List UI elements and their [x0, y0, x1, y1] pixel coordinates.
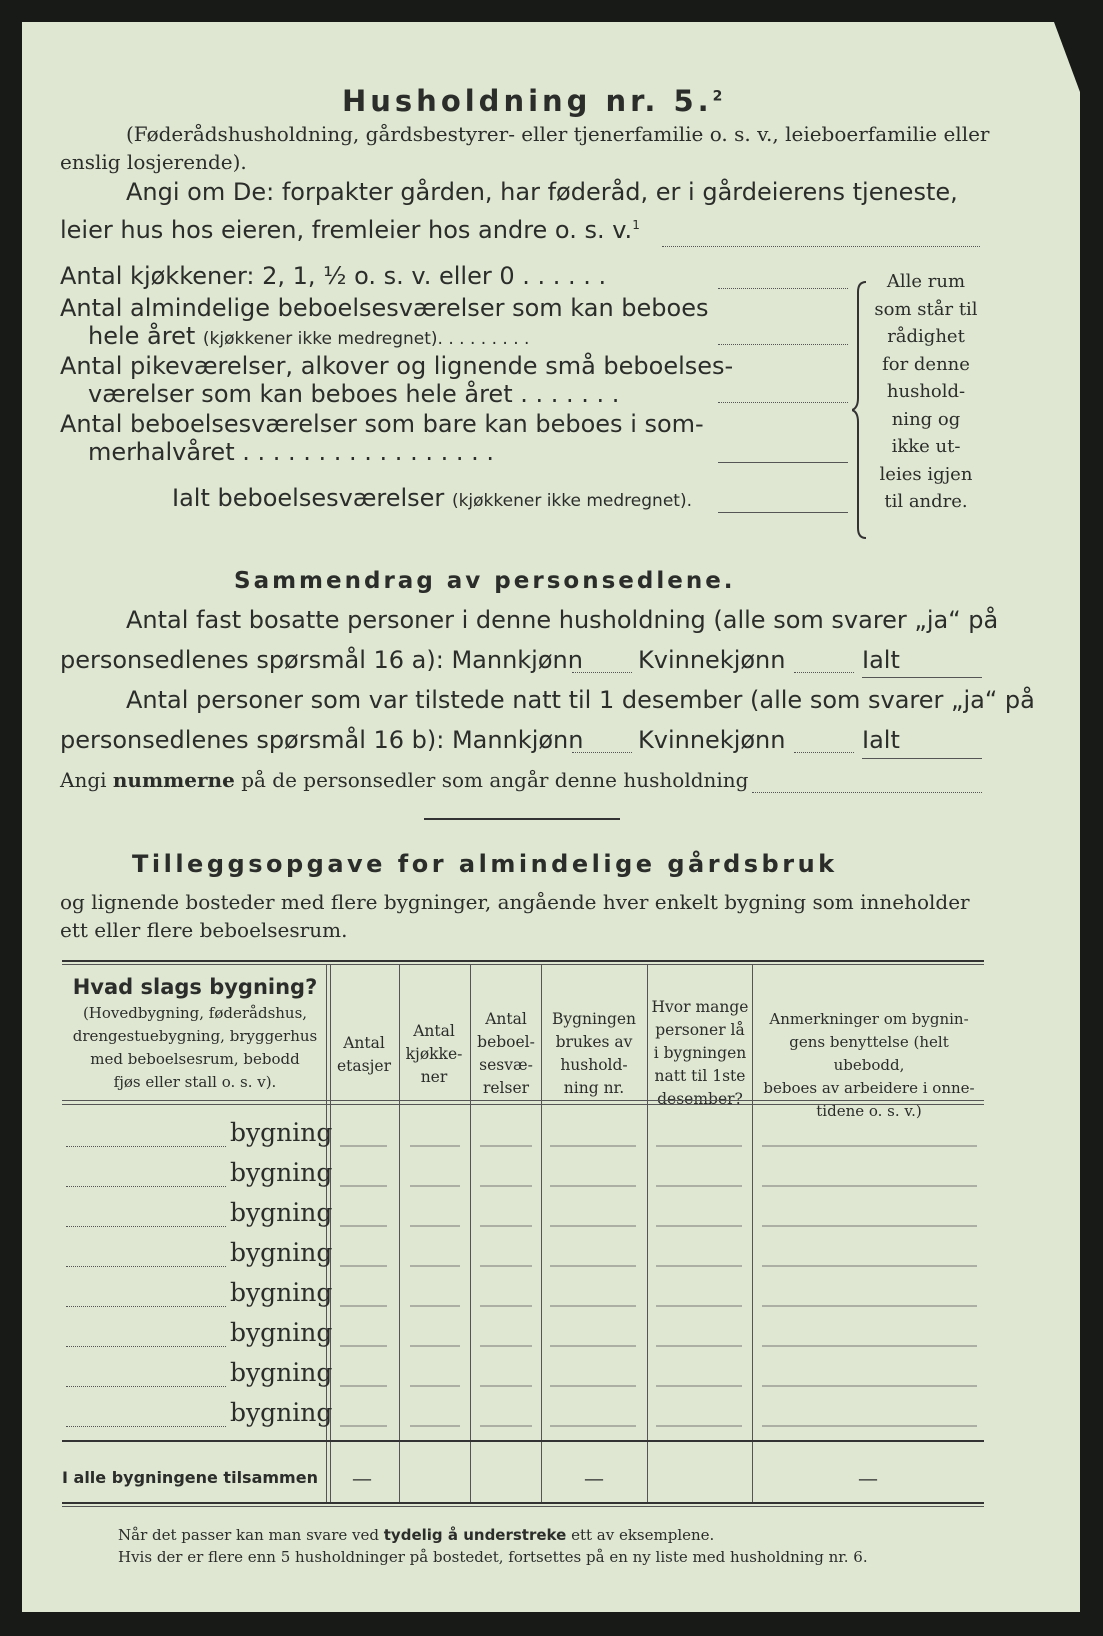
footer-note-1-bold: tydelig å understreke: [383, 1526, 567, 1544]
total-row-top-border: [62, 1440, 984, 1442]
col-kitchens-header-line: kjøkke-: [405, 1045, 463, 1063]
table-bottom-border-inner: [62, 1506, 984, 1507]
small-rooms-label-2: værelser som kan beboes hele året . . . . . . .: [88, 380, 620, 408]
supplement-desc-2: ett eller flere beboelsesrum.: [60, 918, 348, 942]
cell-rules: [22, 22, 1080, 1612]
supplement-desc-1: og lignende bosteder med flere bygninger, angående hver enkelt bygning som inneholder: [60, 890, 970, 914]
total-remarks-dash: —: [858, 1466, 878, 1490]
ordinary-rooms-note: (kjøkkener ikke medregnet). . . . . . . . .: [202, 329, 530, 349]
sheet-numbers-post: på de personsedler som angår denne husholdning: [241, 768, 749, 792]
sheet-numbers-pre: Angi: [60, 768, 107, 792]
side-note-line: rådighet: [887, 326, 965, 347]
summer-rooms-label-1: Antal beboelsesværelser som bare kan beboes i som-: [60, 410, 704, 438]
resident-total-label: Ialt: [862, 646, 900, 674]
footer-note-1-post: ett av eksemplene.: [571, 1526, 715, 1544]
side-note-line: Alle rum: [886, 271, 966, 292]
col-persons-header-line: personer lå: [655, 1021, 745, 1039]
side-note-line: hushold-: [886, 381, 966, 402]
resident-count-line2: personsedlenes spørsmål 16 a): Mannkjønn: [60, 646, 583, 674]
total-household-dash: —: [584, 1466, 604, 1490]
footer-note-1-pre: Når det passer kan man svare ved: [118, 1526, 379, 1544]
col-building-type-sub-line: drengestuebygning, bryggerhus: [72, 1027, 318, 1045]
household-types-line2: enslig losjerende).: [60, 150, 247, 174]
angi-question-line2-text: leier hus hos eieren, fremleier hos andre o. s. v.: [60, 216, 633, 244]
col-remarks-header-line: tidene o. s. v.): [816, 1102, 922, 1120]
summer-rooms-label-2: merhalvåret . . . . . . . . . . . . . . . . .: [88, 438, 494, 466]
resident-female-label: Kvinnekjønn: [638, 646, 786, 674]
form-title-text: Husholdning nr. 5.: [342, 84, 713, 118]
table-bottom-border: [62, 1502, 984, 1504]
total-floors-dash: —: [352, 1466, 372, 1490]
col-persons-header-line: Hvor mange: [651, 998, 749, 1016]
col-remarks-header-line: beboes av arbeidere i onne-: [763, 1079, 975, 1097]
building-row-label: bygning: [230, 1358, 333, 1387]
side-note-line: til andre.: [884, 491, 968, 512]
ordinary-rooms-year: hele året: [88, 322, 196, 350]
census-form-page: [22, 22, 1080, 1612]
col-building-type-sub-line: (Hovedbygning, føderådshus,: [82, 1004, 308, 1022]
household-types-line1: (Føderådshusholdning, gårdsbestyrer- eller tjenerfamilie o. s. v., leieboerfamilie eller: [126, 122, 990, 146]
total-rooms-note: (kjøkkener ikke medregnet).: [451, 491, 692, 511]
col-building-type-sub-line: med beboelsesrum, bebodd: [90, 1050, 300, 1068]
ordinary-rooms-label-1: Antal almindelige beboelsesværelser som kan beboes: [60, 294, 709, 322]
title-footnote-mark: 2: [712, 88, 727, 105]
building-row-label: bygning: [230, 1318, 333, 1347]
col-building-type-title: Hvad slags bygning?: [72, 975, 318, 999]
col-kitchens-header-line: Antal: [413, 1022, 455, 1040]
col-household-header-line: ning nr.: [563, 1079, 625, 1097]
footer-note-1: [118, 1526, 714, 1544]
present-count-line1: Antal personer som var tilstede natt til 1 desember (alle som svarer „ja“ på: [126, 686, 1035, 714]
col-persons-header-line: natt til 1ste: [654, 1067, 746, 1085]
col-rooms-header-line: sesvæ-: [479, 1056, 533, 1074]
building-row-label: bygning: [230, 1278, 333, 1307]
side-note-line: ning og: [891, 408, 961, 430]
col-building-type-sub-line: fjøs eller stall o. s. v).: [113, 1073, 277, 1091]
supplement-title: Tilleggsopgave for almindelige gårdsbruk: [132, 850, 838, 878]
col-persons-header-line: i bygningen: [653, 1044, 747, 1062]
resident-count-line1: Antal fast bosatte personer i denne husholdning (alle som svarer „ja“ på: [126, 606, 999, 634]
col-household-header-line: brukes av: [555, 1033, 633, 1051]
col-remarks-header-line: gens benyttelse (helt ubebodd,: [789, 1033, 949, 1074]
side-note-line: for denne: [882, 353, 970, 375]
side-note-line: som står til: [874, 298, 978, 320]
small-rooms-label-1: Antal pikeværelser, alkover og lignende små beboelses-: [60, 352, 734, 380]
col-floors-header-line: etasjer: [337, 1057, 391, 1075]
present-count-line2: personsedlenes spørsmål 16 b): Mannkjønn: [60, 726, 584, 754]
building-row-label: bygning: [230, 1198, 333, 1227]
col-remarks-header-line: Anmerkninger om bygnin-: [769, 1010, 969, 1028]
angi-question-line1: Angi om De: forpakter gården, har føderåd, er i gårdeierens tjeneste,: [126, 178, 958, 206]
building-row-label: bygning: [230, 1118, 333, 1147]
col-household-header-line: Bygningen: [551, 1010, 637, 1028]
side-note-line: leies igjen: [879, 463, 973, 485]
footer-note-2: Hvis der er flere enn 5 husholdninger på bostedet, fortsettes på en ny liste med husholdning nr. 6.: [118, 1548, 868, 1566]
kitchens-label: Antal kjøkkener: 2, 1, ½ o. s. v. eller 0 . . . . . .: [60, 262, 607, 290]
sheet-numbers-bold: nummerne: [112, 768, 235, 792]
col-kitchens-header-line: ner: [420, 1068, 448, 1086]
present-female-label: Kvinnekjønn: [638, 726, 786, 754]
col-floors-header-line: Antal: [343, 1034, 385, 1052]
col-household-header-line: hushold-: [560, 1056, 628, 1074]
col-persons-header-line: desember?: [657, 1090, 743, 1108]
col-rooms-header-line: relser: [482, 1079, 530, 1097]
total-row-label: I alle bygningene tilsammen: [62, 1468, 318, 1487]
present-total-label: Ialt: [862, 726, 900, 754]
building-row-label: bygning: [230, 1158, 333, 1187]
summary-title: Sammendrag av personsedlene.: [234, 568, 736, 594]
col-rooms-header-line: Antal: [485, 1010, 527, 1028]
total-rooms-text: Ialt beboelsesværelser: [172, 484, 445, 512]
side-note-line: ikke ut-: [891, 436, 961, 457]
building-row-label: bygning: [230, 1238, 333, 1267]
building-row-label: bygning: [230, 1398, 333, 1427]
angi-footnote-mark: 1: [632, 218, 640, 232]
col-rooms-header-line: beboel-: [477, 1033, 535, 1051]
